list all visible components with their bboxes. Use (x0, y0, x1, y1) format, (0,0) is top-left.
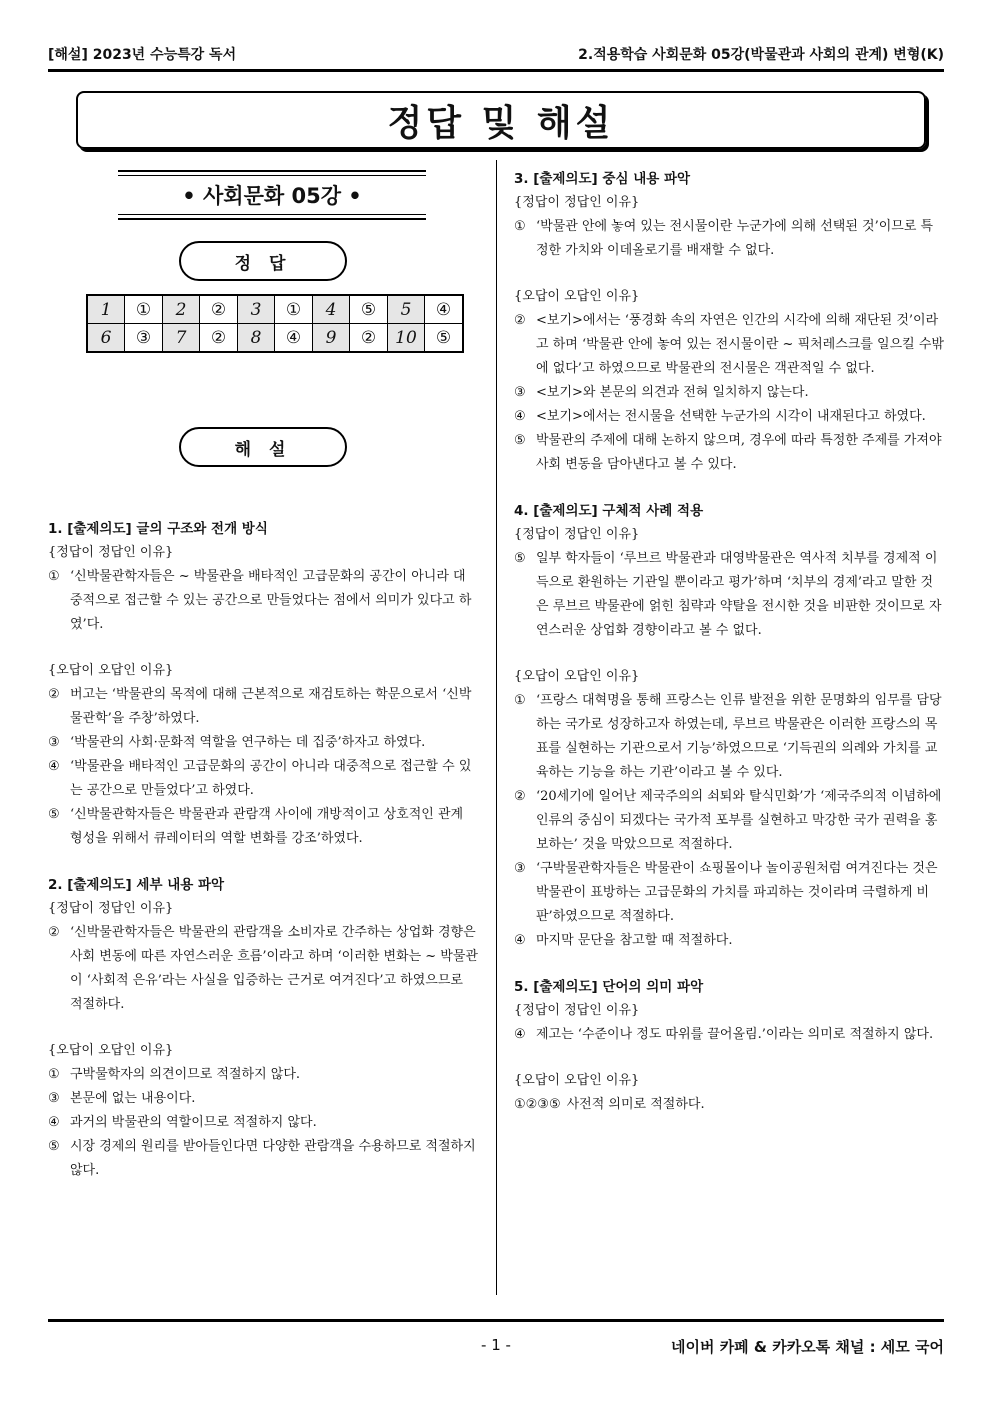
answer-row (87, 324, 463, 353)
section-title: 5. [출제의도] 단어의 의미 파악 (514, 979, 704, 995)
answer-choice: ② (350, 324, 388, 353)
explanation-section (48, 517, 478, 851)
correct-reason-label: {정답이 정답인 이유} (48, 545, 174, 560)
choice-mark: ④ (48, 1115, 60, 1130)
explanation-text: 버고는 ‘박물관의 목적에 대해 근본적으로 재검토하는 학문으로서 ‘신박물관학’을 주창’하였다. (70, 687, 472, 726)
header-left-text: [해설] 2023년 수능특강 독서 (48, 47, 237, 63)
correct-reason-label: {정답이 정답인 이유} (48, 901, 174, 916)
explanation-text: 시장 경제의 원리를 받아들인다면 다양한 관람객을 수용하므로 적절하지 않다. (70, 1139, 476, 1178)
explanation-text: 과거의 박물관의 역할이므로 적절하지 않다. (70, 1115, 317, 1130)
explanation-item (48, 565, 478, 637)
explanation-item (514, 405, 944, 429)
correct-reason-label: {정답이 정답인 이유} (514, 527, 640, 542)
choice-mark: ③ (514, 861, 526, 876)
choice-mark: ③ (48, 1091, 60, 1106)
explanation-item (48, 683, 478, 731)
choice-mark: ③ (514, 385, 526, 400)
explanation-text: <보기>와 본문의 의견과 전혀 일치하지 않는다. (536, 385, 809, 400)
choice-mark: ⑤ (514, 433, 526, 448)
left-column (48, 517, 478, 1205)
choice-mark: ② (48, 687, 60, 702)
explanation-item (514, 547, 944, 643)
answer-row (87, 295, 463, 324)
answer-choice: ⑤ (350, 295, 388, 324)
unit-title: • 사회문화 05강 • (182, 184, 362, 208)
wrong-reason-label: {오답이 오답인 이유} (514, 289, 640, 304)
choice-mark: ② (514, 789, 526, 804)
explanation-item (48, 921, 478, 1017)
explanation-section (48, 873, 478, 1183)
question-number: 5 (388, 295, 425, 324)
page-header (48, 44, 944, 70)
page-title: 정답 및 해설 (387, 102, 615, 144)
explanation-item (514, 1023, 944, 1047)
explanation-item (48, 1087, 478, 1111)
correct-reason-label: {정답이 정답인 이유} (514, 195, 640, 210)
page-number: - 1 - (481, 1336, 511, 1354)
question-number: 7 (163, 324, 200, 353)
wrong-reason-label: {오답이 오답인 이유} (48, 1043, 174, 1058)
title-box (76, 91, 926, 149)
explanation-text: 마지막 문단을 참고할 때 적절하다. (536, 933, 733, 948)
choice-mark: ① (514, 219, 526, 234)
answer-choice: ① (125, 295, 163, 324)
header-rule (48, 69, 944, 72)
explanation-section (514, 499, 944, 953)
section-title: 4. [출제의도] 구체적 사례 적용 (514, 503, 704, 519)
question-number: 4 (313, 295, 350, 324)
answer-table (86, 294, 464, 353)
explanation-item (48, 1135, 478, 1183)
explanation-text: <보기>에서는 전시물을 선택한 누군가의 시각이 내재된다고 하였다. (536, 409, 926, 424)
explanation-item (514, 929, 944, 953)
explanation-text: ‘프랑스 대혁명을 통해 프랑스는 인류 발전을 위한 문명화의 임무를 담당하는 국가로 성장하고자 하였는데, 루브르 박물관은 이러한 프랑스의 목표를 실현하는 기관으로서 기능’하였으므로 ‘기득권의 의례와 가치를 교육하는 기능을 하는 기관’이라고 볼 수 있다. (536, 693, 942, 780)
explanation-item (48, 1111, 478, 1135)
explanation-item (514, 215, 944, 263)
explanation-item (48, 755, 478, 803)
section-title: 2. [출제의도] 세부 내용 파악 (48, 877, 225, 893)
question-number: 8 (238, 324, 275, 353)
choice-mark: ④ (514, 933, 526, 948)
question-number: 9 (313, 324, 350, 353)
choice-mark: ① (48, 569, 60, 584)
question-number: 2 (163, 295, 200, 324)
explanation-text: ‘신박물관학자들은 ~ 박물관을 배타적인 고급문화의 공간이 아니라 대중적으로 접근할 수 있는 공간으로 만들었다는 점에서 의미가 있다고 하였’다. (70, 569, 472, 632)
wrong-reason-label: {오답이 오답인 이유} (514, 669, 640, 684)
footer-rule (48, 1319, 944, 1322)
section-title: 3. [출제의도] 중심 내용 파악 (514, 171, 691, 187)
choice-mark: ③ (48, 735, 60, 750)
explanation-item (514, 381, 944, 405)
explanation-section (514, 167, 944, 477)
answer-choice: ④ (275, 324, 313, 353)
choice-mark: ⑤ (48, 807, 60, 822)
answer-choice: ① (275, 295, 313, 324)
choice-mark: ⑤ (48, 1139, 60, 1154)
commentary-label: 해 설 (234, 439, 292, 460)
answer-choice: ② (200, 295, 238, 324)
right-column (514, 167, 944, 1139)
answer-label-pill (179, 241, 347, 281)
explanation-item (48, 803, 478, 851)
answer-choice: ⑤ (425, 324, 464, 353)
explanation-item (514, 689, 944, 785)
answer-choice: ③ (125, 324, 163, 353)
explanation-text: 일부 학자들이 ‘루브르 박물관과 대영박물관은 역사적 치부를 경제적 이득으로 환원하는 기관일 뿐이라고 평가’하며 ‘치부의 경제’라고 말한 것은 루브르 박물관에 얽힌 침략과 약탈을 전시한 것을 비판한 것이므로 자연스러운 상업화 경향이라고 볼 수 없다. (536, 551, 942, 638)
question-number: 1 (87, 295, 125, 324)
wrong-reason-label: {오답이 오답인 이유} (514, 1073, 640, 1088)
explanation-text: 제고는 ‘수준이나 정도 따위를 끌어올림.’이라는 의미로 적절하지 않다. (536, 1027, 934, 1042)
choice-mark: ①②③⑤ (514, 1097, 561, 1112)
choice-mark: ① (514, 693, 526, 708)
section-title: 1. [출제의도] 글의 구조와 전개 방식 (48, 521, 268, 537)
choice-mark: ② (48, 925, 60, 940)
correct-reason-label: {정답이 정답인 이유} (514, 1003, 640, 1018)
answer-choice: ④ (425, 295, 464, 324)
column-divider (496, 160, 497, 1295)
explanation-text: 사전적 의미로 적절하다. (566, 1097, 705, 1112)
explanation-item (48, 731, 478, 755)
explanation-text: 박물관의 주제에 대해 논하지 않으며, 경우에 따라 특정한 주제를 가져야 사회 변동을 담아낸다고 볼 수 있다. (536, 433, 942, 472)
explanation-text: ‘박물관을 배타적인 고급문화의 공간이 아니라 대중적으로 접근할 수 있는 공간으로 만들었다’고 하였다. (70, 759, 472, 798)
explanation-text: 본문에 없는 내용이다. (70, 1091, 196, 1106)
commentary-label-pill (179, 427, 347, 467)
wrong-reason-label: {오답이 오답인 이유} (48, 663, 174, 678)
explanation-text: <보기>에서는 ‘풍경화 속의 자연은 인간의 시각에 의해 재단된 것’이라고 하며 ‘박물관 안에 놓여 있는 전시물이란 ~ 픽처레스크를 일으킬 수밖에 없다’고 하였으므로 박물관의 전시물은 객관적일 수 없다. (536, 313, 944, 376)
choice-mark: ④ (514, 409, 526, 424)
header-right-text: 2.적용학습 사회문화 05강(박물관과 사회의 관계) 변형(K) (578, 47, 944, 63)
answer-choice: ② (200, 324, 238, 353)
explanation-text: ‘신박물관학자들은 박물관의 관람객을 소비자로 간주하는 상업화 경향은 사회 변동에 따른 자연스러운 흐름’이라고 하며 ‘이러한 변화는 ~ 박물관이 ‘사회적 은유’라는 사실을 입증하는 근거로 여겨진다’고 하였으므로 적절하다. (70, 925, 478, 1012)
explanation-text: ‘20세기에 일어난 제국주의의 쇠퇴와 탈식민화’가 ‘제국주의적 이념하에 인류의 중심이 되겠다는 국가적 포부를 실현하고 막강한 국가 권력을 홍보하는’ 것을 막았으므로 적절하다. (536, 789, 942, 852)
explanation-item (514, 1093, 944, 1117)
footer-channel-text: 네이버 카페 & 카카오톡 채널 : 세모 국어 (671, 1338, 944, 1356)
question-number: 3 (238, 295, 275, 324)
explanation-text: ‘신박물관학자들은 박물관과 관람객 사이에 개방적이고 상호적인 관계 형성을 위해서 큐레이터의 역할 변화를 강조’하였다. (70, 807, 464, 846)
answer-label: 정 답 (234, 253, 292, 274)
explanation-item (514, 309, 944, 381)
explanation-text: ‘박물관의 사회·문화적 역할을 연구하는 데 집중’하자고 하였다. (70, 735, 426, 750)
choice-mark: ① (48, 1067, 60, 1082)
explanation-text: ‘구박물관학자들은 박물관이 쇼핑몰이나 놀이공원처럼 여겨진다는 것은 박물관이 표방하는 고급문화의 가치를 파괴하는 것이라며 극렬하게 비판’하였으므로 적절하다. (536, 861, 938, 924)
choice-mark: ④ (48, 759, 60, 774)
question-number: 6 (87, 324, 125, 353)
explanation-item (514, 857, 944, 929)
choice-mark: ⑤ (514, 551, 526, 566)
choice-mark: ④ (514, 1027, 526, 1042)
explanation-item (514, 429, 944, 477)
choice-mark: ② (514, 313, 526, 328)
explanation-text: 구박물학자의 의견이므로 적절하지 않다. (70, 1067, 301, 1082)
question-number: 10 (388, 324, 425, 353)
unit-title-box (118, 170, 426, 220)
explanation-item (514, 785, 944, 857)
explanation-section (514, 975, 944, 1117)
explanation-item (48, 1063, 478, 1087)
explanation-text: ‘박물관 안에 놓여 있는 전시물이란 누군가에 의해 선택된 것’이므로 특정한 가치와 이데올로기를 배재할 수 없다. (536, 219, 934, 258)
